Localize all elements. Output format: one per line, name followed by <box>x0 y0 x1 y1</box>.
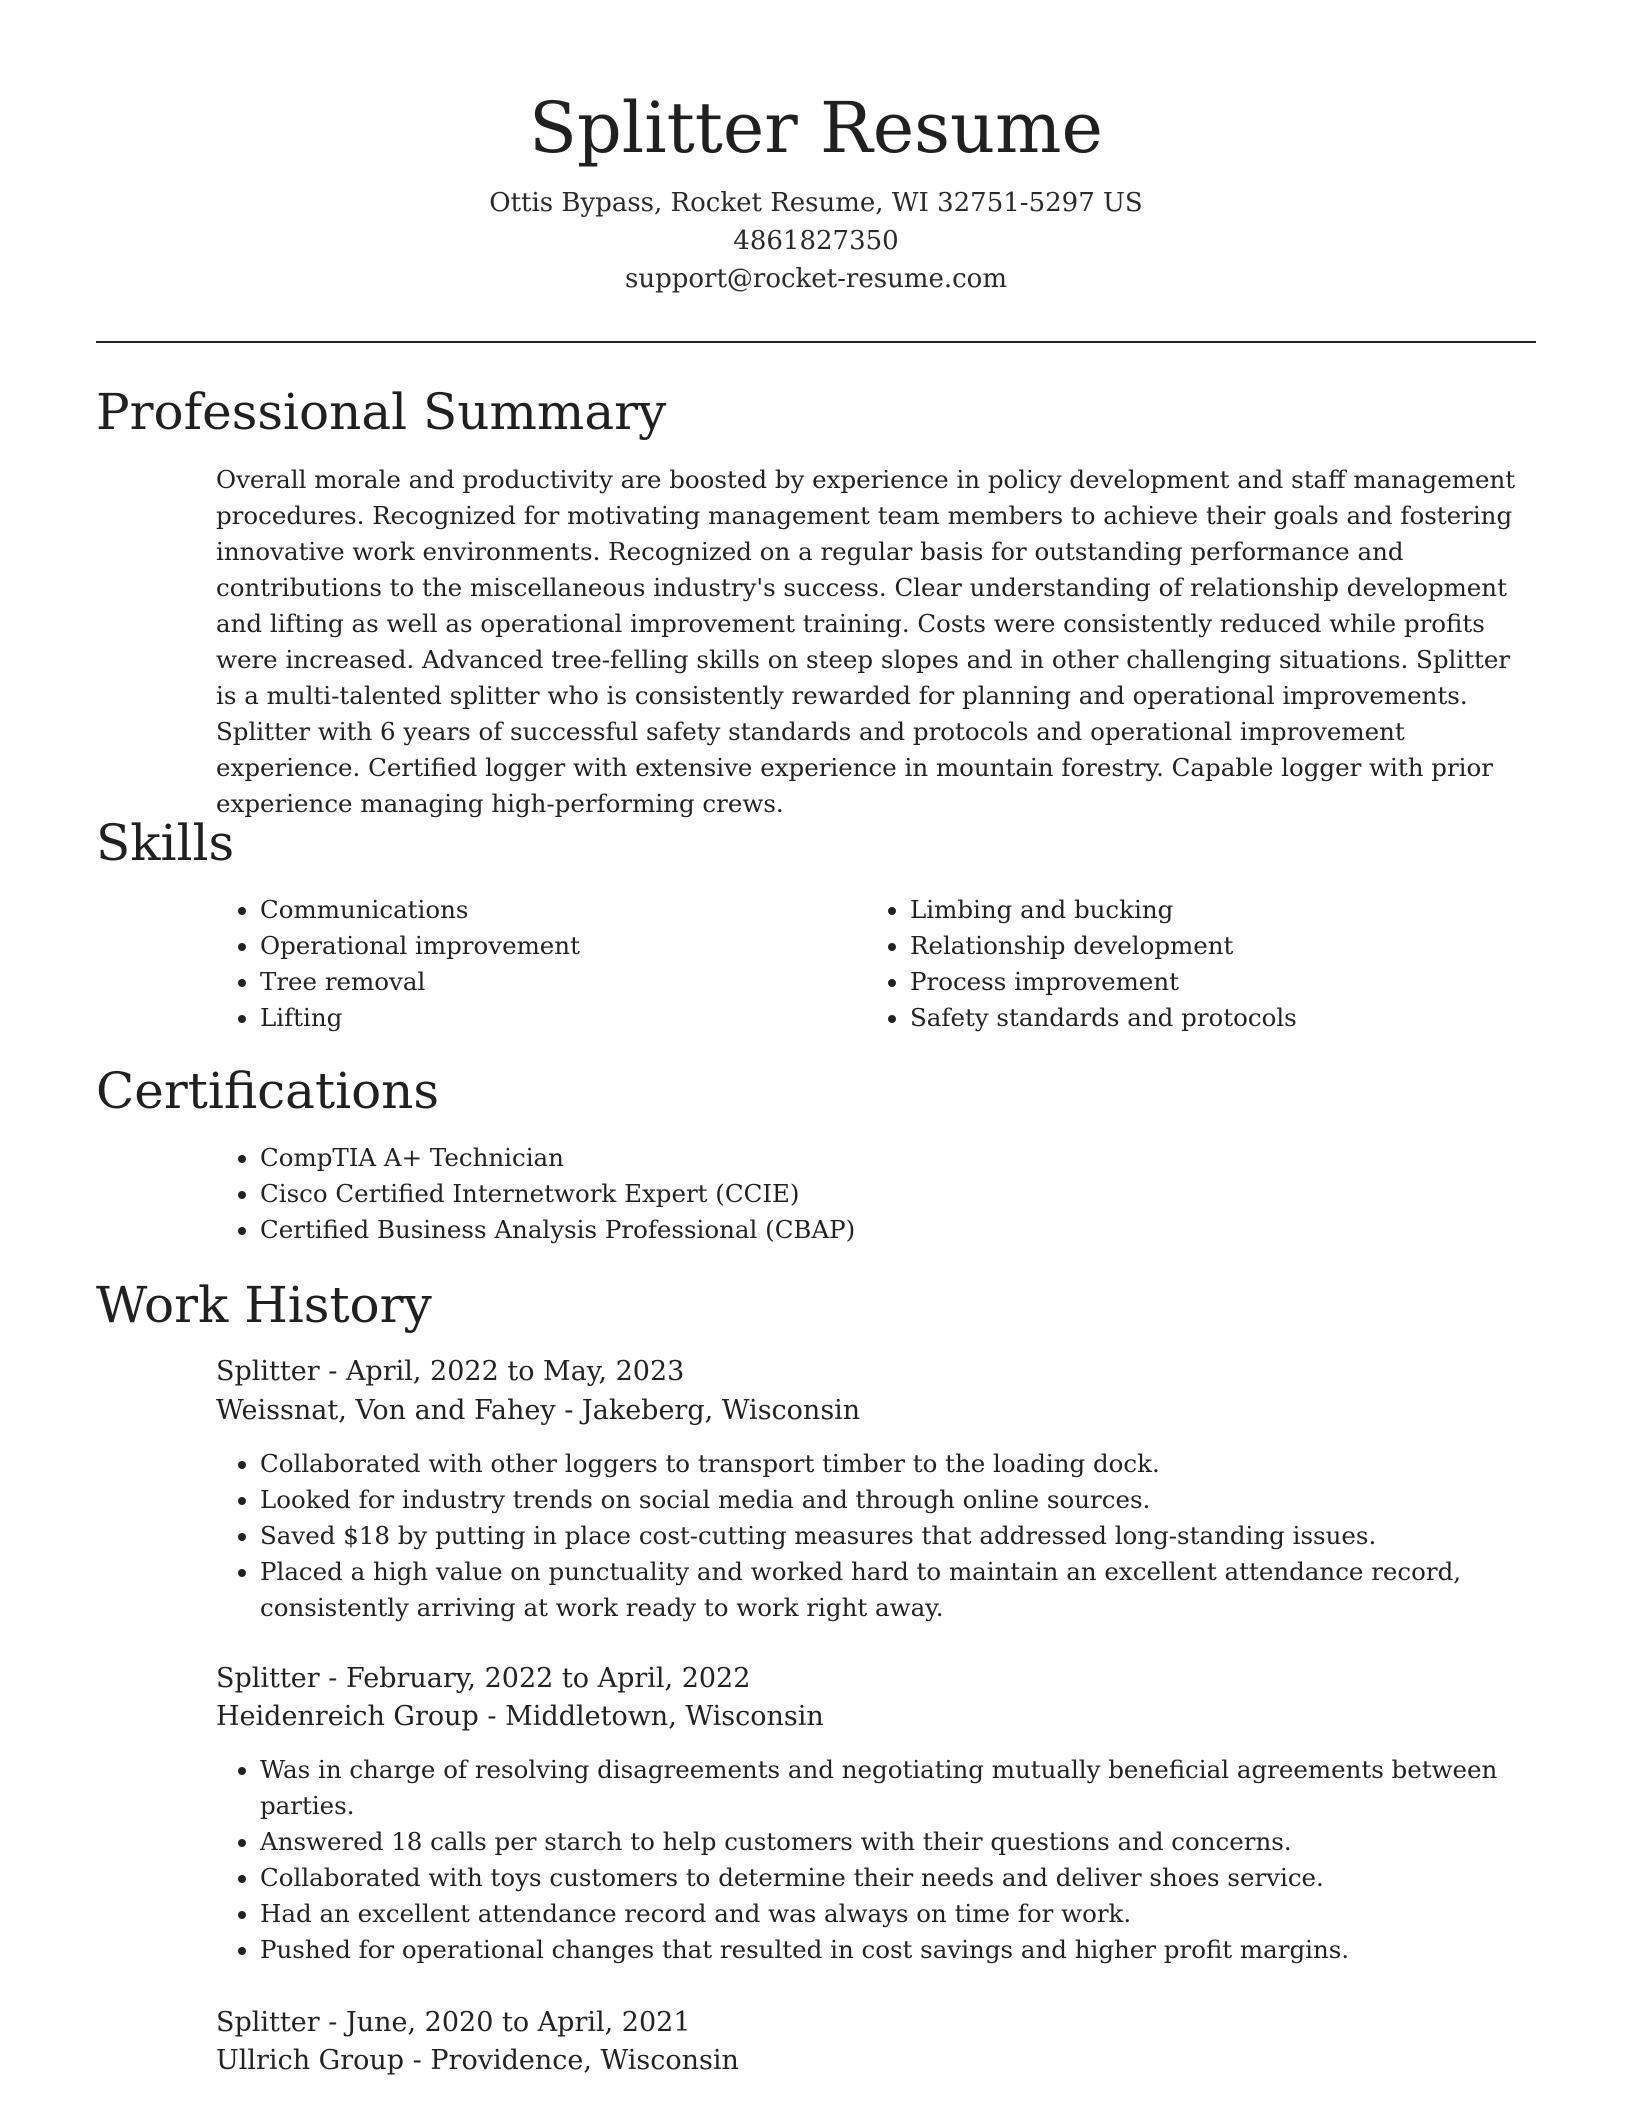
job-company-line: Weissnat, Von and Fahey - Jakeberg, Wisconsin <box>216 1395 861 1426</box>
contact-address: Ottis Bypass, Rocket Resume, WI 32751-5297 US <box>489 188 1143 218</box>
job-bullet: • Had an excellent attendance record and was always on time for work. <box>260 1896 1516 1932</box>
job-company-line: Heidenreich Group - Middletown, Wisconsin <box>216 1701 824 1732</box>
job-bullet: • Pushed for operational changes that resulted in cost savings and higher profit margins. <box>260 1932 1516 1968</box>
skill-item: • Lifting <box>260 1000 816 1036</box>
resume-name: Splitter Resume <box>529 87 1103 169</box>
skills-heading: Skills <box>96 814 235 872</box>
skill-item: • Safety standards and protocols <box>910 1000 1466 1036</box>
job-bullet: • Saved $18 by putting in place cost-cutting measures that addressed long-standing issues. <box>260 1518 1516 1554</box>
job-dates: April, 2022 to May, 2023 <box>345 1356 685 1387</box>
job-dates: February, 2022 to April, 2022 <box>345 1663 751 1694</box>
job-title-line: Splitter - June, 2020 to April, 2021 <box>216 2007 691 2038</box>
skill-item: • Limbing and bucking <box>910 892 1466 928</box>
skill-item: • Operational improvement <box>260 928 816 964</box>
job-bullet: • Answered 18 calls per starch to help customers with their questions and concerns. <box>260 1824 1516 1860</box>
job-title-line: Splitter - April, 2022 to May, 2023 <box>216 1356 685 1387</box>
job-title-line: Splitter - February, 2022 to April, 2022 <box>216 1663 751 1694</box>
job-location: Jakeberg, Wisconsin <box>581 1395 861 1426</box>
job-dates: June, 2020 to April, 2021 <box>345 2007 691 2038</box>
skills-right-column <box>866 892 1466 1036</box>
contact-email: support@rocket-resume.com <box>624 264 1007 294</box>
contact-block <box>96 184 1536 298</box>
certification-item: • CompTIA A+ Technician <box>260 1140 1516 1176</box>
skill-item: • Communications <box>260 892 816 928</box>
skill-item: • Process improvement <box>910 964 1466 1000</box>
job-title: Splitter <box>216 1356 320 1387</box>
certification-item: • Certified Business Analysis Professional (CBAP) <box>260 1212 1516 1248</box>
certification-item: • Cisco Certified Internetwork Expert (CCIE) <box>260 1176 1516 1212</box>
job-bullet: • Collaborated with toys customers to determine their needs and deliver shoes service. <box>260 1860 1516 1896</box>
skills-left-column <box>216 892 816 1036</box>
resume-header <box>96 80 1536 298</box>
job-bullet: • Placed a high value on punctuality and worked hard to maintain an excellent attendance record, consistently arriving at work ready to work right away. <box>260 1554 1516 1626</box>
certifications-list <box>216 1140 1516 1248</box>
job-company: Heidenreich Group <box>216 1701 479 1732</box>
job-bullet: • Was in charge of resolving disagreements and negotiating mutually beneficial agreements between parties. <box>260 1752 1516 1824</box>
header-divider <box>96 341 1536 343</box>
job-title: Splitter <box>216 1663 320 1694</box>
summary-text: Overall morale and productivity are boosted by experience in policy development and staff management procedures. Recognized for motivating management team members to achieve their goals and fostering innovative work environments. Recognized on a regular basis for outstanding performance and contributions to the miscellaneous industry's success. Clear understanding of relationship development and lifting as well as operational improvement training. Costs were consistently reduced while profits were increased. Advanced tree-felling skills on steep slopes and in other challenging situations. Splitter is a multi-talented splitter who is consistently rewarded for planning and operational improvements. Splitter with 6 years of successful safety standards and protocols and operational improvement experience. Certified logger with extensive experience in mountain forestry. Capable logger with prior experience managing high-performing crews. <box>216 465 1516 818</box>
job-company: Weissnat, Von and Fahey <box>216 1395 556 1426</box>
summary-heading: Professional Summary <box>96 383 667 441</box>
job-location: Providence, Wisconsin <box>430 2045 739 2076</box>
contact-phone: 4861827350 <box>733 226 899 256</box>
job-bullet: • Collaborated with other loggers to transport timber to the loading dock. <box>260 1446 1516 1482</box>
skill-item: • Tree removal <box>260 964 816 1000</box>
job-bullets <box>216 1752 1516 1968</box>
job-company-line: Ullrich Group - Providence, Wisconsin <box>216 2045 739 2076</box>
job-title: Splitter <box>216 2007 320 2038</box>
certifications-heading: Certifications <box>96 1062 440 1120</box>
work-history-heading: Work History <box>96 1276 432 1334</box>
job-location: Middletown, Wisconsin <box>505 1701 824 1732</box>
job-bullets <box>216 1446 1516 1626</box>
job-bullet: • Looked for industry trends on social media and through online sources. <box>260 1482 1516 1518</box>
skill-item: • Relationship development <box>910 928 1466 964</box>
job-company: Ullrich Group <box>216 2045 405 2076</box>
